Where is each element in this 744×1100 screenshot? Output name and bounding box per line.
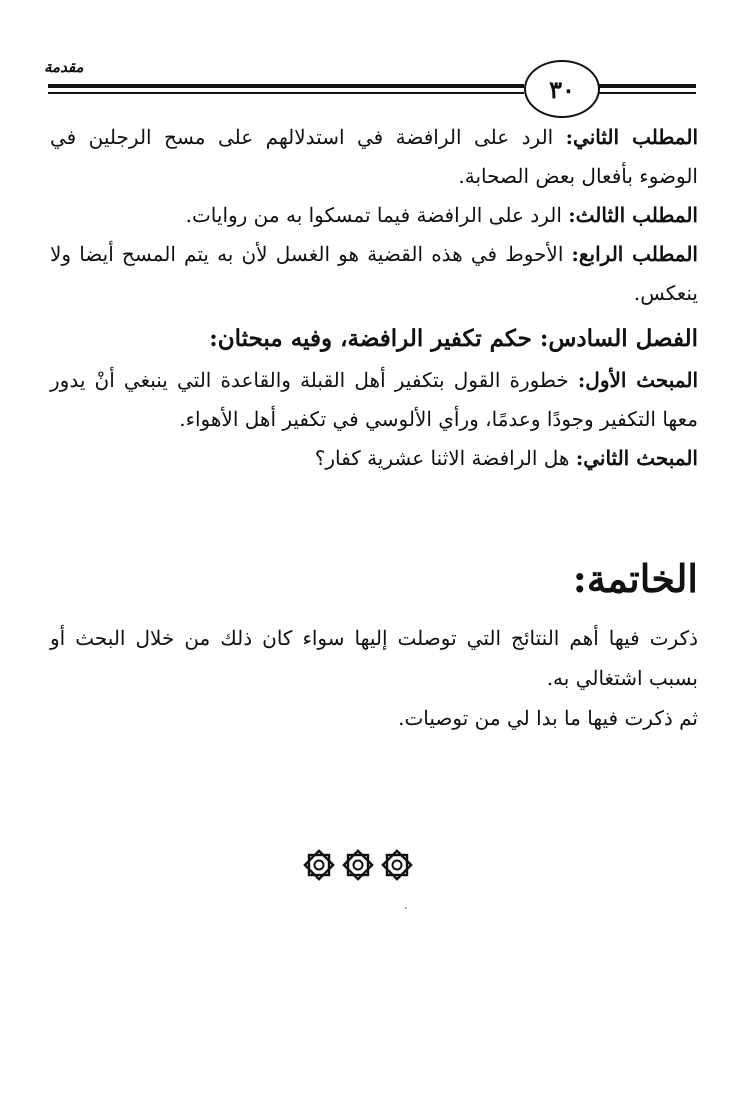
conclusion-paragraph: ذكرت فيها أهم النتائج التي توصلت إليها سواء كان ذلك من خلال البحث أو بسبب اشتغالي به. (50, 626, 698, 690)
item-label: المطلب الثالث: (568, 203, 698, 227)
page-header (0, 40, 744, 120)
eight-point-star-icon (380, 848, 414, 882)
eight-point-star-icon (341, 848, 375, 882)
item-label: المبحث الثاني: (575, 446, 698, 470)
header-rule (48, 84, 524, 88)
list-item (50, 361, 698, 439)
item-text: خطورة القول بتكفير أهل القبلة والقاعدة التي ينبغي أنْ يدور معها التكفير وجودًا وعدمًا، ورأي الألوسي في تكفير أهل الأهواء. (50, 368, 698, 431)
ornament-divider (302, 848, 414, 882)
header-rule-thin (48, 92, 524, 94)
item-label: المطلب الرابع: (571, 242, 698, 266)
header-rule-right (596, 84, 696, 88)
item-text: هل الرافضة الاثنا عشرية كفار؟ (314, 446, 576, 470)
item-text: الرد على الرافضة فيما تمسكوا به من روايات. (185, 203, 569, 227)
page-content (50, 118, 698, 478)
conclusion-paragraph: ثم ذكرت فيها ما بدا لي من توصيات. (398, 706, 698, 730)
eight-point-star-icon (302, 848, 336, 882)
item-label: المبحث الأول: (577, 368, 699, 392)
list-item (50, 196, 698, 235)
header-rule-right-thin (596, 92, 696, 94)
conclusion-title: الخاتمة: (572, 556, 698, 601)
item-text: الأحوط في هذه القضية هو الغسل لأن به يتم المسح أيضا ولا ينعكس. (50, 242, 698, 305)
list-item (50, 439, 698, 478)
conclusion-body (50, 618, 698, 738)
item-label: المطلب الثاني: (565, 125, 699, 149)
list-item (50, 235, 698, 313)
running-title: مقدمة (44, 58, 84, 76)
section-heading: الفصل السادس: حكم تكفير الرافضة، وفيه مبحثان: (209, 325, 698, 352)
list-item (50, 118, 698, 196)
print-speck (405, 907, 407, 909)
item-text: الرد على الرافضة في استدلالهم على مسح الرجلين في الوضوء بأفعال بعض الصحابة. (50, 125, 698, 188)
page-number: ٣٠ (524, 60, 600, 118)
